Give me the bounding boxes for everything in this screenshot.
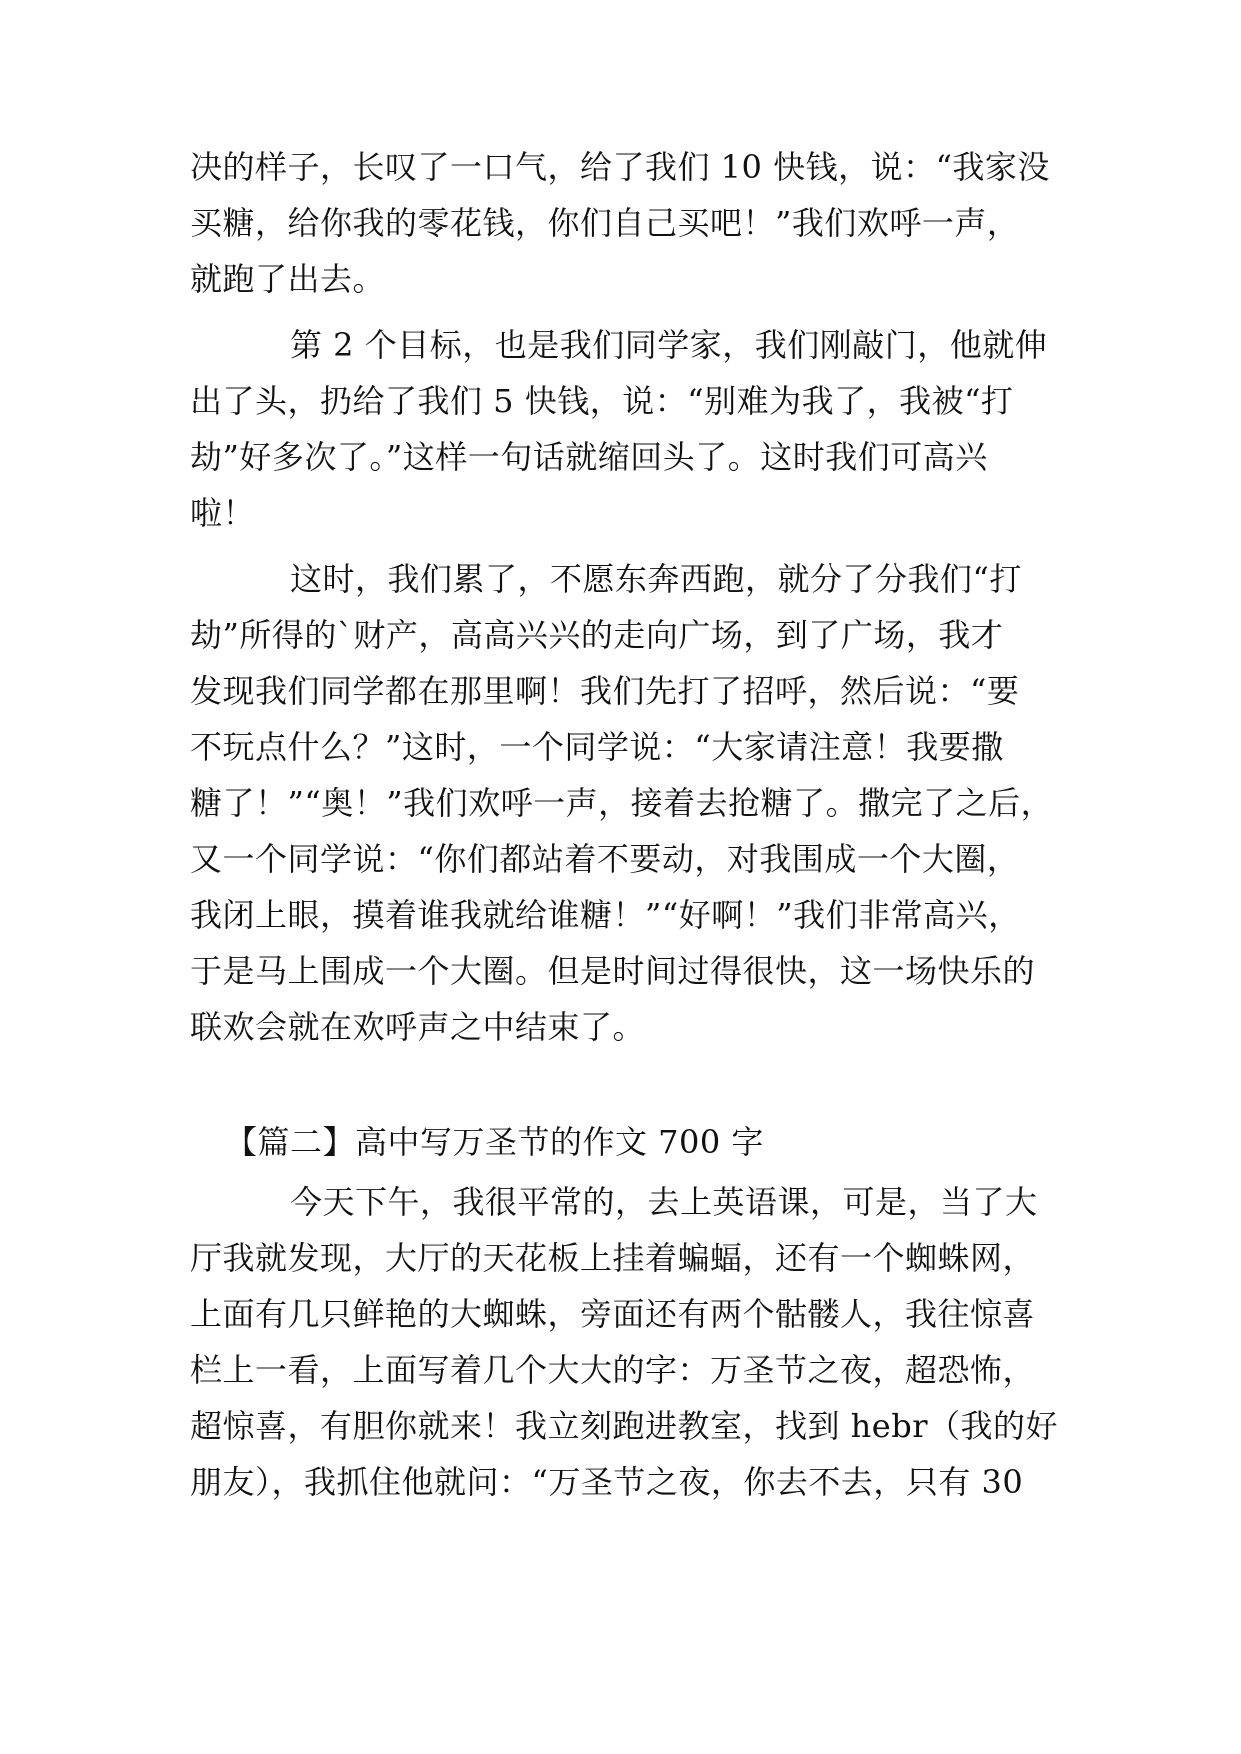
paragraph-line: 就跑了出去。 — [190, 260, 386, 298]
paragraph-line: 厅我就发现，大厅的天花板上挂着蝙蝠，还有一个蜘蛛网， — [190, 1239, 1036, 1277]
paragraph-line: 糖了！”“奥！”我们欢呼一声，接着去抢糖了。撒完了之后， — [190, 784, 1054, 822]
paragraph-line: 出了头，扔给了我们 5 快钱，说：“别难为我了，我被“打 — [190, 382, 1014, 420]
paragraph-line: 我闭上眼，摸着谁我就给谁糖！”“好啊！”我们非常高兴， — [190, 896, 1021, 934]
paragraph-line: 劫”好多次了。”这样一句话就缩回头了。这时我们可高兴 — [190, 438, 988, 476]
paragraph-line: 联欢会就在欢呼声之中结束了。 — [190, 1008, 646, 1046]
paragraph-line: 啦！ — [190, 494, 256, 532]
paragraph-line: 又一个同学说：“你们都站着不要动，对我围成一个大圈， — [190, 840, 1020, 878]
paragraph-line: 这时，我们累了，不愿东奔西跑，就分了分我们“打 — [290, 560, 1022, 598]
paragraph-line: 超惊喜，有胆你就来！我立刻跑进教室，找到 hebr（我的好 — [190, 1407, 1059, 1445]
paragraph-line: 买糖，给你我的零花钱，你们自己买吧！”我们欢呼一声， — [190, 204, 1020, 242]
paragraph-line: 劫”所得的`财产，高高兴兴的走向广场，到了广场，我才 — [190, 616, 1004, 654]
paragraph-line: 上面有几只鲜艳的大蜘蛛，旁面还有两个骷髅人，我往惊喜 — [190, 1295, 1036, 1333]
paragraph-line: 第 2 个目标，也是我们同学家，我们刚敲门，他就伸 — [290, 326, 1048, 364]
paragraph-line: 于是马上围成一个大圈。但是时间过得很快，这一场快乐的 — [190, 952, 1036, 990]
paragraph-line: 决的样子，长叹了一口气，给了我们 10 快钱，说：“我家没 — [190, 148, 1050, 186]
section-heading: 【篇二】高中写万圣节的作文 700 字 — [225, 1123, 764, 1161]
paragraph-line: 栏上一看，上面写着几个大大的字：万圣节之夜，超恐怖， — [190, 1351, 1036, 1389]
paragraph-line: 今天下午，我很平常的，去上英语课，可是，当了大 — [290, 1183, 1038, 1221]
paragraph-line: 朋友），我抓住他就问：“万圣节之夜，你去不去，只有 30 — [190, 1463, 1024, 1501]
paragraph-line: 发现我们同学都在那里啊！我们先打了招呼，然后说：“要 — [190, 672, 1020, 710]
paragraph-line: 不玩点什么？”这时，一个同学说：“大家请注意！我要撒 — [190, 728, 1004, 766]
